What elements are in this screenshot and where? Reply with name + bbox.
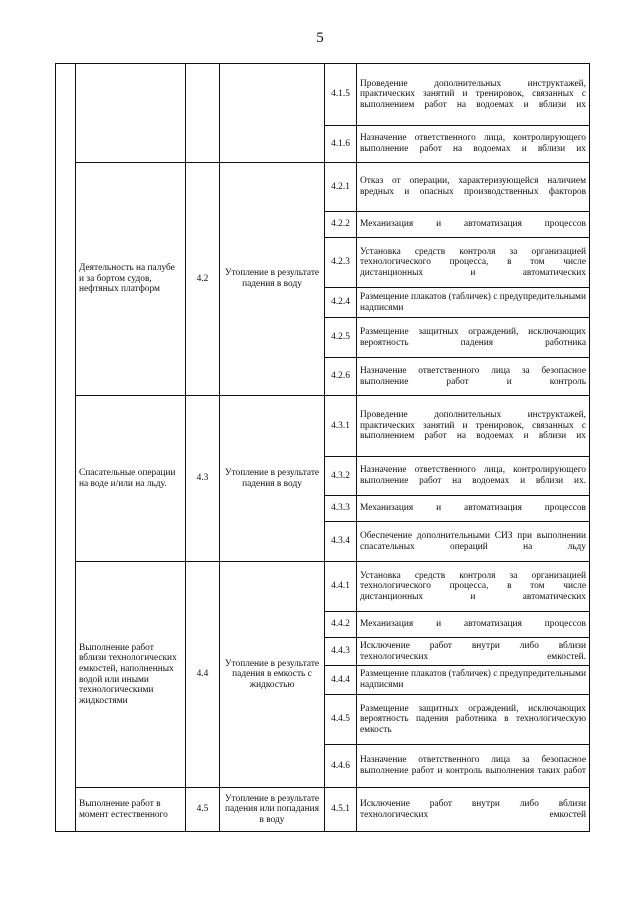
measure-number-cell: 4.4.3 [325,638,357,666]
measure-cell: Назначение ответственного лица, контролирующего выполнение работ на водоемах и вблизи их. [357,457,590,496]
measure-cell: Размещение защитных ограждений, исключающих вероятность падения работника в технологическую емкость [357,695,590,745]
measure-cell: Исключение работ внутри либо вблизи технологических емкостей. [357,638,590,666]
measure-number-cell: 4.4.5 [325,695,357,745]
activity-cell: Выполнение работ в момент естественного [76,788,186,832]
hazard-cell: Утопление в результате падения в емкость с жидкостью [220,562,325,788]
measure-number-cell: 4.2.1 [325,163,357,212]
hazard-cell: Утопление в результате падения в воду [220,163,325,396]
measure-cell: Исключение работ внутри либо вблизи технологических емкостей [357,788,590,832]
measure-cell: Размещение плакатов (табличек) с предупредительными надписями [357,288,590,318]
measure-cell: Проведение дополнительных инструктажей, практических занятий и тренировок, связанных с выполнением работ на водоемах и вблизи их [357,396,590,457]
measure-number-cell: 4.3.1 [325,396,357,457]
measure-cell: Назначение ответственного лица за безопасное выполнение работ и контроль [357,358,590,396]
measure-cell: Размещение защитных ограждений, исключающих вероятность падения работника [357,318,590,358]
measure-cell: Назначение ответственного лица за безопасное выполнение работ и контроль выполнения таких работ [357,745,590,788]
measure-cell: Механизация и автоматизация процессов [357,496,590,522]
measure-number-cell: 4.1.6 [325,126,357,163]
table-row [56,64,590,126]
table-row [56,163,590,212]
measure-number-cell: 4.2.4 [325,288,357,318]
hazard-number-cell [186,64,220,163]
measure-cell: Механизация и автоматизация процессов [357,612,590,638]
measure-cell: Размещение плакатов (табличек) с предупредительными надписями [357,666,590,695]
measure-number-cell: 4.2.5 [325,318,357,358]
hazard-cell: Утопление в результате падения в воду [220,396,325,562]
measure-cell: Обеспечение дополнительными СИЗ при выполнении спасательных операций на льду [357,522,590,562]
measure-number-cell: 4.2.3 [325,238,357,288]
measure-number-cell: 4.2.2 [325,212,357,238]
measure-cell: Проведение дополнительных инструктажей, практических занятий и тренировок, связанных с выполнением работ на водоемах и вблизи их [357,64,590,126]
table-row [56,562,590,612]
measure-number-cell: 4.3.2 [325,457,357,496]
activity-cell: Деятельность на палубе и за бортом судов, нефтяных платформ [76,163,186,396]
measure-number-cell: 4.4.4 [325,666,357,695]
hazard-number-cell: 4.3 [186,396,220,562]
table-row [56,788,590,832]
activity-cell: Спасательные операции на воде и/или на льду. [76,396,186,562]
measure-number-cell: 4.4.2 [325,612,357,638]
page-number: 5 [316,30,324,46]
hazard-number-cell: 4.2 [186,163,220,396]
measure-cell: Установка средств контроля за организацией технологического процесса, в том числе дистанционных и автоматических [357,238,590,288]
measure-cell: Назначение ответственного лица, контролирующего выполнение работ на водоемах и вблизи их [357,126,590,163]
measure-number-cell: 4.5.1 [325,788,357,832]
activity-cell: Выполнение работ вблизи технологических емкостей, наполненных водой или иными технологическими жидкостями [76,562,186,788]
measure-cell: Отказ от операции, характеризующейся наличием вредных и опасных производственных факторов [357,163,590,212]
measure-number-cell: 4.3.3 [325,496,357,522]
table-row [56,396,590,457]
measure-number-cell: 4.3.4 [325,522,357,562]
measure-number-cell: 4.1.5 [325,64,357,126]
hazard-number-cell: 4.5 [186,788,220,832]
hazard-cell: Утопление в результате падения или попадания в воду [220,788,325,832]
hazard-measures-table [55,63,590,832]
activity-cell [76,64,186,163]
left-gap-cell [56,64,76,832]
hazard-cell [220,64,325,163]
measure-cell: Механизация и автоматизация процессов [357,212,590,238]
measure-cell: Установка средств контроля за организацией технологического процесса, в том числе дистанционных и автоматических [357,562,590,612]
measure-number-cell: 4.2.6 [325,358,357,396]
hazard-number-cell: 4.4 [186,562,220,788]
measure-number-cell: 4.4.6 [325,745,357,788]
measure-number-cell: 4.4.1 [325,562,357,612]
